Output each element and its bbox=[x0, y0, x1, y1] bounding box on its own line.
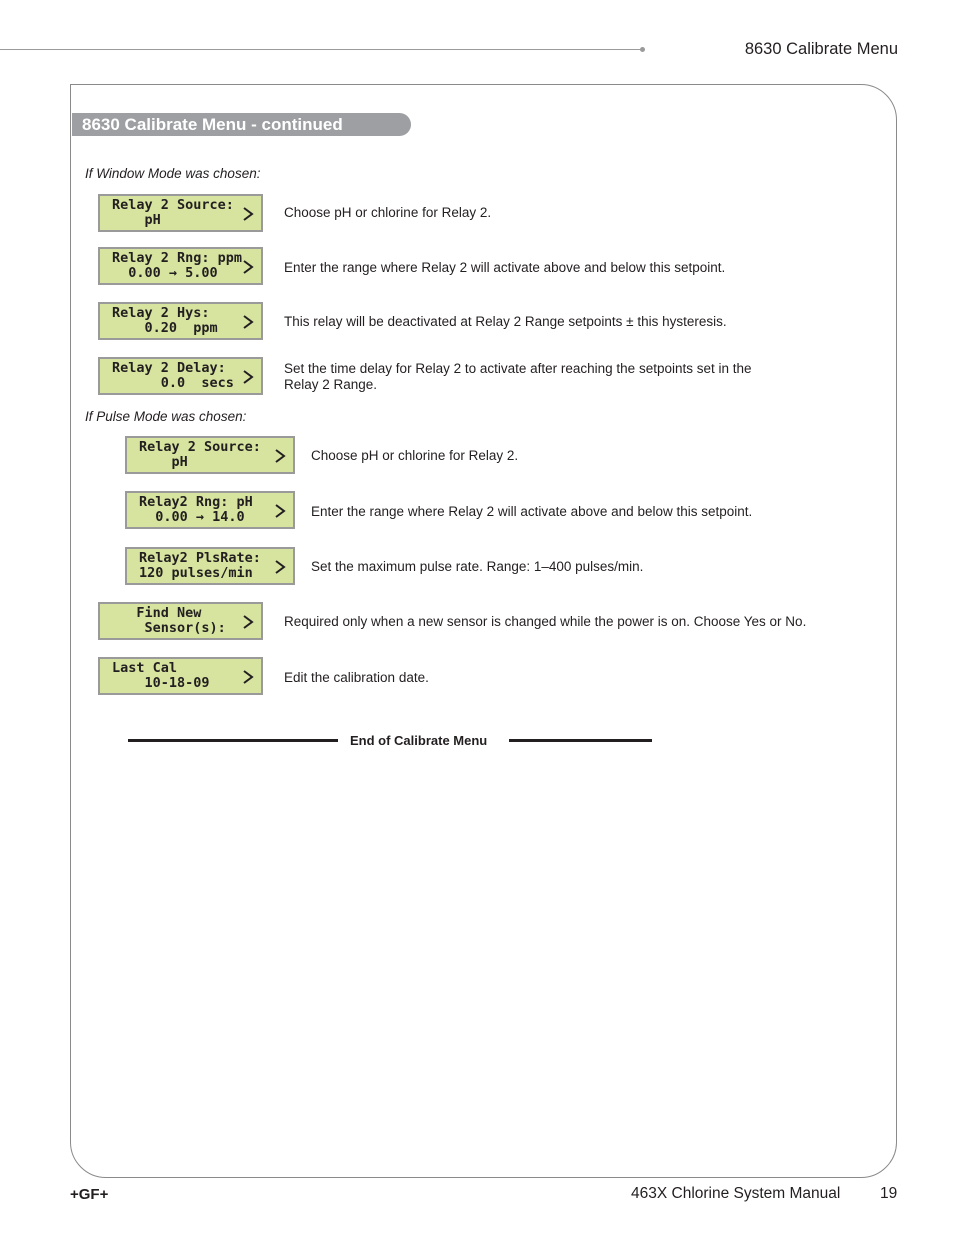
desc-relay2-hys: This relay will be deactivated at Relay 2 Range setpoints ± this hysteresis. bbox=[284, 314, 727, 329]
lcd-find-new-sensor bbox=[98, 602, 263, 640]
lcd-line-1: Relay 2 Delay: bbox=[112, 360, 226, 376]
end-rule-right bbox=[509, 739, 652, 742]
page-number: 19 bbox=[880, 1185, 898, 1202]
chevron-right-icon bbox=[273, 559, 287, 575]
lcd-relay2-delay bbox=[98, 357, 263, 395]
desc-relay2-source: Choose pH or chlorine for Relay 2. bbox=[284, 205, 492, 220]
lcd-line-1: Relay 2 Rng: ppm bbox=[112, 250, 243, 266]
desc-pulse-rate: Set the maximum pulse rate. Range: 1–400 pulses/min. bbox=[311, 559, 644, 574]
section-title: 8630 Calibrate Menu - continued bbox=[82, 115, 343, 134]
end-of-menu-label: End of Calibrate Menu bbox=[350, 733, 488, 748]
lcd-relay2-hys bbox=[98, 302, 263, 340]
lcd-line-2: 0.20 ppm bbox=[112, 320, 218, 336]
desc-find-new-sensor: Required only when a new sensor is changed while the power is on. Choose Yes or No. bbox=[284, 614, 807, 629]
lcd-line-2: Sensor(s): bbox=[112, 620, 226, 636]
lcd-line-1: Relay2 Rng: pH bbox=[139, 494, 253, 510]
pulse-mode-label: If Pulse Mode was chosen: bbox=[85, 409, 247, 424]
desc-relay2-delay: Set the time delay for Relay 2 to activate after reaching the setpoints set in the Relay 2 Range. bbox=[284, 361, 752, 392]
chevron-right-icon bbox=[241, 669, 255, 685]
lcd-line-1: Relay 2 Source: bbox=[139, 439, 261, 455]
gf-logo: +GF+ bbox=[70, 1186, 109, 1203]
window-mode-label: If Window Mode was chosen: bbox=[85, 166, 261, 181]
chevron-right-icon bbox=[241, 614, 255, 630]
lcd-line-1: Find New bbox=[112, 605, 202, 621]
lcd-relay2-range bbox=[98, 247, 263, 285]
lcd-line-2: 0.0 secs bbox=[112, 375, 234, 391]
lcd-line-2: pH bbox=[112, 212, 161, 228]
footer-manual-title: 463X Chlorine System Manual bbox=[631, 1185, 841, 1202]
lcd-line-2: 0.00 → 5.00 bbox=[112, 265, 218, 281]
lcd-line-2: 120 pulses/min bbox=[139, 565, 253, 581]
lcd-pulse-relay2-source bbox=[125, 436, 295, 474]
lcd-line-1: Relay 2 Source: bbox=[112, 197, 234, 213]
desc-last-cal: Edit the calibration date. bbox=[284, 670, 429, 685]
lcd-line-1: Relay 2 Hys: bbox=[112, 305, 210, 321]
lcd-pulse-rate bbox=[125, 547, 295, 585]
page-header-title: 8630 Calibrate Menu bbox=[744, 40, 898, 58]
lcd-line-2: pH bbox=[139, 454, 188, 470]
lcd-relay2-source bbox=[98, 194, 263, 232]
lcd-pulse-relay2-range bbox=[125, 491, 295, 529]
chevron-right-icon bbox=[241, 206, 255, 222]
lcd-line-1: Last Cal bbox=[112, 660, 178, 676]
desc-relay2-range: Enter the range where Relay 2 will activate above and below this setpoint. bbox=[284, 260, 726, 275]
desc-pulse-relay2-range: Enter the range where Relay 2 will activate above and below this setpoint. bbox=[311, 504, 753, 519]
chevron-right-icon bbox=[241, 314, 255, 330]
chevron-right-icon bbox=[241, 369, 255, 385]
header-rule bbox=[0, 49, 641, 50]
end-rule-left bbox=[128, 739, 338, 742]
lcd-line-2: 10-18-09 bbox=[112, 675, 210, 691]
lcd-last-cal bbox=[98, 657, 263, 695]
header-rule-dot bbox=[640, 47, 645, 52]
chevron-right-icon bbox=[273, 503, 287, 519]
desc-pulse-relay2-source: Choose pH or chlorine for Relay 2. bbox=[311, 448, 519, 463]
lcd-line-2: 0.00 → 14.0 bbox=[139, 509, 245, 525]
chevron-right-icon bbox=[273, 448, 287, 464]
chevron-right-icon bbox=[241, 259, 255, 275]
lcd-line-1: Relay2 PlsRate: bbox=[139, 550, 261, 566]
